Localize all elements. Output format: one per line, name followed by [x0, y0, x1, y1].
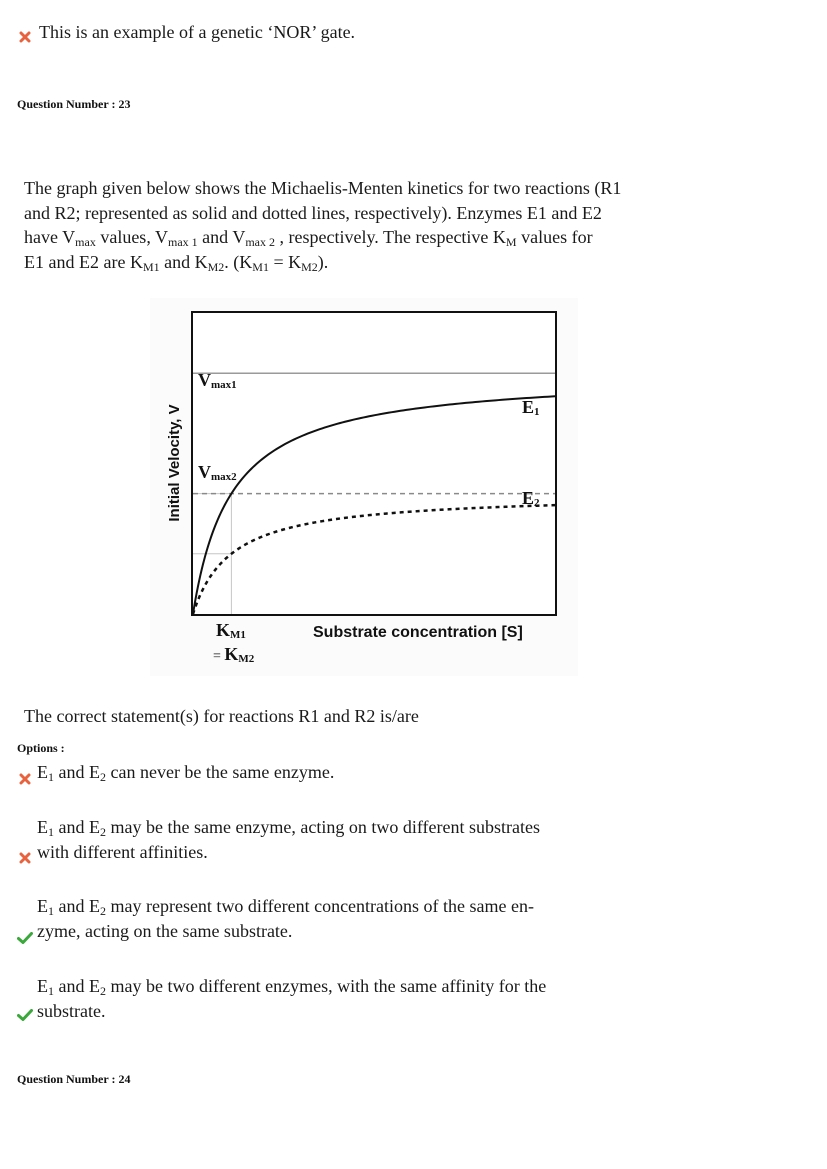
option-line: $E_1$ and $E_2$ may be two different enzymes, with the same affinity for the — [37, 976, 547, 998]
option-line: $E_1$ and $E_2$ may represent two different concentrations of the same en- — [37, 896, 534, 918]
option-line: with different affinities. — [37, 841, 208, 862]
stem-line: and R2; represented as solid and dotted lines, respectively). Enzymes E1 and E2 — [24, 202, 602, 223]
option-3[interactable] — [37, 894, 534, 943]
wrong-mark-icon — [19, 770, 31, 789]
wrong-mark-icon — [19, 28, 31, 47]
option-2[interactable] — [37, 815, 540, 864]
stem-line: E1 and E2 are $K_{M1}$ and $K_{M2}$. $(K_{M1} = K_{M2})$. — [24, 251, 329, 274]
check-mark-icon — [17, 929, 33, 948]
e2-label: E2 — [522, 488, 540, 509]
stem-line: have $V_{max}$ values, $V_{max 1}$ and $V_{max 2}$ , respectively. The respective $K_M$ values for — [24, 227, 593, 249]
plot-frame — [192, 312, 556, 615]
question-prompt: The correct statement(s) for reactions R1 and R2 is/are — [24, 706, 419, 726]
y-axis-label: Initial Velocity, V — [166, 404, 183, 522]
wrong-mark-icon — [19, 849, 31, 868]
e1-label: E1 — [522, 397, 540, 418]
question-number-label: Question Number : 24 — [17, 1072, 131, 1086]
check-mark-icon — [17, 1006, 33, 1025]
option-line: substrate. — [37, 1000, 106, 1021]
previous-option-text: This is an example of a genetic ‘NOR’ gate. — [39, 22, 356, 42]
option-1[interactable]: $E_1$ and $E_2$ can never be the same enzyme. — [37, 762, 335, 784]
option-line: $E_1$ and $E_2$ may be the same enzyme, acting on two different substrates — [37, 817, 541, 839]
option-line: zyme, acting on the same substrate. — [37, 920, 293, 941]
michaelis-menten-chart — [150, 298, 578, 676]
question-stem — [24, 176, 621, 274]
vmax2-label: Vmax2 — [198, 462, 237, 483]
chart-svg — [150, 298, 578, 676]
km2-label: = KM2 — [213, 644, 255, 665]
vmax1-label: Vmax1 — [198, 370, 237, 391]
option-4[interactable] — [37, 974, 546, 1023]
km1-label: KM1 — [216, 620, 246, 641]
stem-line: The graph given below shows the Michaelis-Menten kinetics for two reactions (R1 — [24, 178, 622, 198]
options-label: Options : — [17, 741, 65, 755]
x-axis-label: Substrate concentration [S] — [313, 624, 523, 641]
question-number-label: Question Number : 23 — [17, 97, 131, 111]
